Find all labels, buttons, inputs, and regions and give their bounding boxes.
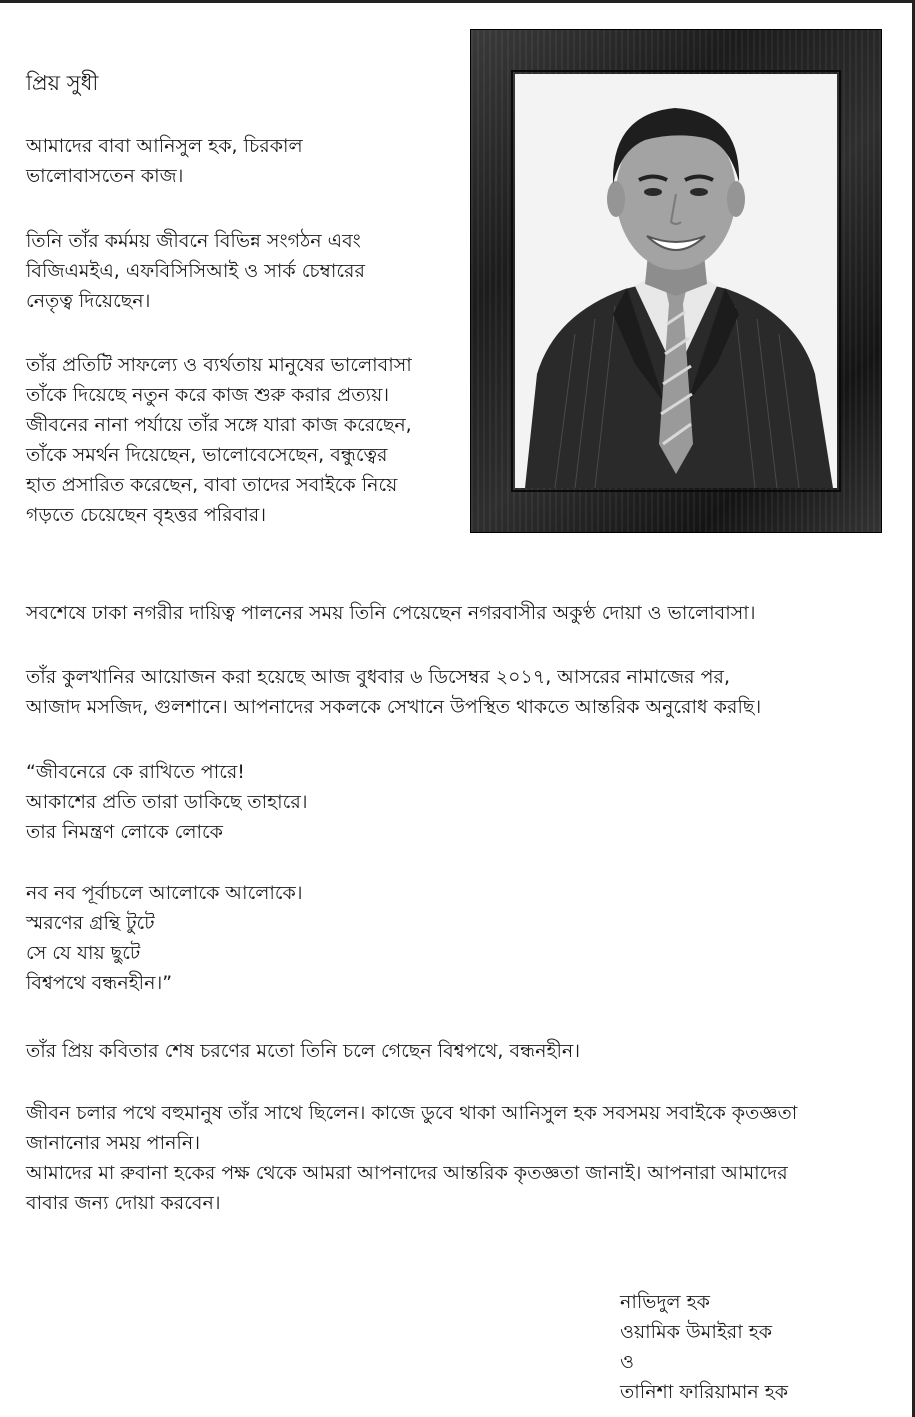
love-line: তাঁর প্রতিটি সাফল্যে ও ব্যর্থতায় মানুষের ভালোবাসা: [26, 354, 412, 376]
portrait-illustration: [515, 74, 837, 488]
love-line: তাঁকে দিয়েছে নতুন করে কাজ শুরু করার প্রত্যয়।: [26, 384, 390, 406]
signature-block: [620, 1287, 788, 1407]
poem-stanza-1: [26, 757, 308, 847]
intro-paragraph: [26, 131, 446, 191]
love-line: তাঁকে সমর্থন দিয়েছেন, ভালোবেসেছেন, বন্ধুত্বের: [26, 444, 388, 466]
signature-name: ওয়ামিক উমাইরা হক: [620, 1321, 773, 1343]
poem-reflection-paragraph: তাঁর প্রিয় কবিতার শেষ চরণের মতো তিনি চলে গেছেন বিশ্বপথে, বন্ধনহীন।: [26, 1040, 581, 1062]
portrait-photo: [515, 74, 837, 488]
kulkhani-line: তাঁর কুলখানির আয়োজন করা হয়েছে আজ বুধবার ৬ ডিসেম্বর ২০১৭, আসরের নামাজের পর,: [26, 666, 730, 688]
gratitude-line: জানানোর সময় পাননি।: [26, 1132, 200, 1154]
signature-conjunction: ও: [620, 1351, 634, 1373]
gratitude-paragraph: [26, 1098, 886, 1218]
gratitude-line: জীবন চলার পথে বহুমানুষ তাঁর সাথে ছিলেন। কাজে ডুবে থাকা আনিসুল হক সবসময় সবাইকে কৃতজ্ঞতা: [26, 1102, 798, 1124]
love-line: হাত প্রসারিত করেছেন, বাবা তাদের সবাইকে নিয়ে: [26, 474, 398, 496]
poem-line: নব নব পূর্বাচলে আলোকে আলোকে।: [26, 882, 303, 904]
career-line: তিনি তাঁর কর্মময় জীবনে বিভিন্ন সংগঠন এবং: [26, 230, 361, 252]
poem-line: “জীবনেরে কে রাখিতে পারে!: [26, 761, 245, 783]
poem-stanza-2: [26, 878, 303, 998]
love-line: জীবনের নানা পর্যায়ে তাঁর সঙ্গে যারা কাজ করেছেন,: [26, 414, 412, 436]
gratitude-line: বাবার জন্য দোয়া করবেন।: [26, 1192, 221, 1214]
career-paragraph: [26, 226, 446, 316]
poem-line: বিশ্বপথে বন্ধনহীন।”: [26, 972, 173, 994]
intro-line: ভালোবাসতেন কাজ।: [26, 165, 184, 187]
poem-line: তার নিমন্ত্রণ লোকে লোকে: [26, 821, 223, 843]
gratitude-line: আমাদের মা রুবানা হকের পক্ষ থেকে আমরা আপনাদের আন্তরিক কৃতজ্ঞতা জানাই। আপনারা আমাদের: [26, 1162, 788, 1184]
signature-name: তানিশা ফারিয়ামান হক: [620, 1381, 789, 1403]
love-line: গড়তে চেয়েছেন বৃহত্তর পরিবার।: [26, 504, 267, 526]
page-border-top: [0, 0, 915, 3]
career-line: বিজিএমইএ, এফবিসিসিআই ও সার্ক চেম্বারের: [26, 260, 365, 282]
career-line: নেতৃত্ব দিয়েছেন।: [26, 290, 151, 312]
kulkhani-line: আজাদ মসজিদ, গুলশানে। আপনাদের সকলকে সেখানে উপস্থিত থাকতে আন্তরিক অনুরোধ করছি।: [26, 696, 762, 718]
portrait-frame: [471, 30, 881, 532]
love-paragraph: [26, 350, 446, 530]
poem-line: সে যে যায় ছুটে: [26, 942, 141, 964]
signature-name: নাভিদুল হক: [620, 1291, 710, 1313]
dhaka-paragraph: সবশেষে ঢাকা নগরীর দায়িত্ব পালনের সময় তিনি পেয়েছেন নগরবাসীর অকুণ্ঠ দোয়া ও ভালোবাসা।: [26, 602, 756, 624]
greeting: প্রিয় সুধী: [26, 71, 99, 95]
poem-line: স্মরণের গ্রন্থি টুটে: [26, 912, 155, 934]
kulkhani-paragraph: [26, 662, 886, 722]
intro-line: আমাদের বাবা আনিসুল হক, চিরকাল: [26, 135, 303, 157]
poem-line: আকাশের প্রতি তারা ডাকিছে তাহারে।: [26, 791, 308, 813]
